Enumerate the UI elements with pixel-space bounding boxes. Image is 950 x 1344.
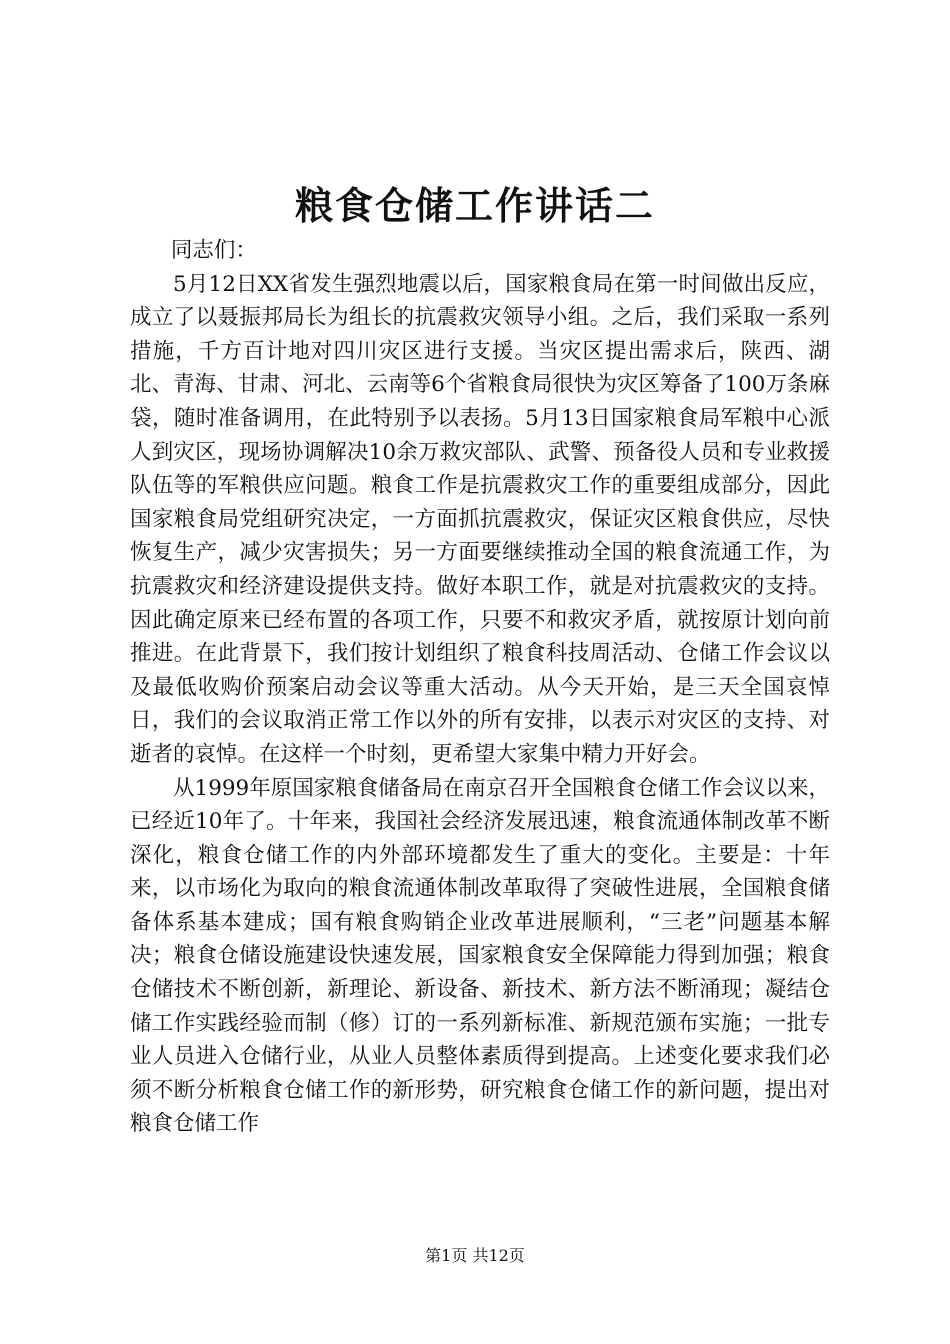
salutation: 同志们： <box>170 238 257 263</box>
paragraph-1: 5月12日XX省发生强烈地震以后，国家粮食局在第一时间做出反应，成立了以聂振邦局长为组长的抗震救灾领导小组。之后，我们采取一系列措施，千方百计地对四川灾区进行支援。当灾区提出需求后，陕西、湖北、青海、甘肃、河北、云南等6个省粮食局很快为灾区筹备了100万条麻袋，随时准备调用，在此特别予以表扬。5月13日国家粮食局军粮中心派人到灾区，现场协调解决10余万救灾部队、武警、预备役人员和专业救援队伍等的军粮供应问题。粮食工作是抗震救灾工作的重要组成部分，因此国家粮食局党组研究决定，一方面抓抗震救灾，保证灾区粮食供应，尽快恢复生产，减少灾害损失；另一方面要继续推动全国的粮食流通工作，为抗震救灾和经济建设提供支持。做好本职工作，就是对抗震救灾的支持。因此确定原来已经布置的各项工作，只要不和救灾矛盾，就按原计划向前推进。在此背景下，我们按计划组织了粮食科技周活动、仓储工作会议以及最低收购价预案启动会议等重大活动。从今天开始，是三天全国哀悼日，我们的会议取消正常工作以外的所有安排，以表示对灾区的支持、对逝者的哀悼。在这样一个时刻，更希望大家集中精力开好会。 <box>130 271 830 767</box>
paragraph-2: 从1999年原国家粮食储备局在南京召开全国粮食仓储工作会议以来，已经近10年了。十年来，我国社会经济发展迅速，粮食流通体制改革不断深化，粮食仓储工作的内外部环境都发生了重大的变化。主要是：十年来，以市场化为取向的粮食流通体制改革取得了突破性进展，全国粮食储备体系基本建成；国有粮食购销企业改革进展顺利，“三老”问题基本解决；粮食仓储设施建设快速发展，国家粮食安全保障能力得到加强；粮食仓储技术不断创新，新理论、新设备、新技术、新方法不断涌现；凝结仓储工作实践经验而制（修）订的一系列新标准、新规范颁布实施；一批专业人员进入仓储行业，从业人员整体素质得到提高。上述变化要求我们必须不断分析粮食仓储工作的新形势，研究粮食仓储工作的新问题，提出对粮食仓储工作 <box>130 775 830 1137</box>
page-footer: 第1页 共12页 <box>425 1246 525 1265</box>
document-body <box>130 234 830 1141</box>
document-title: 粮食仓储工作讲话二 <box>294 183 655 228</box>
